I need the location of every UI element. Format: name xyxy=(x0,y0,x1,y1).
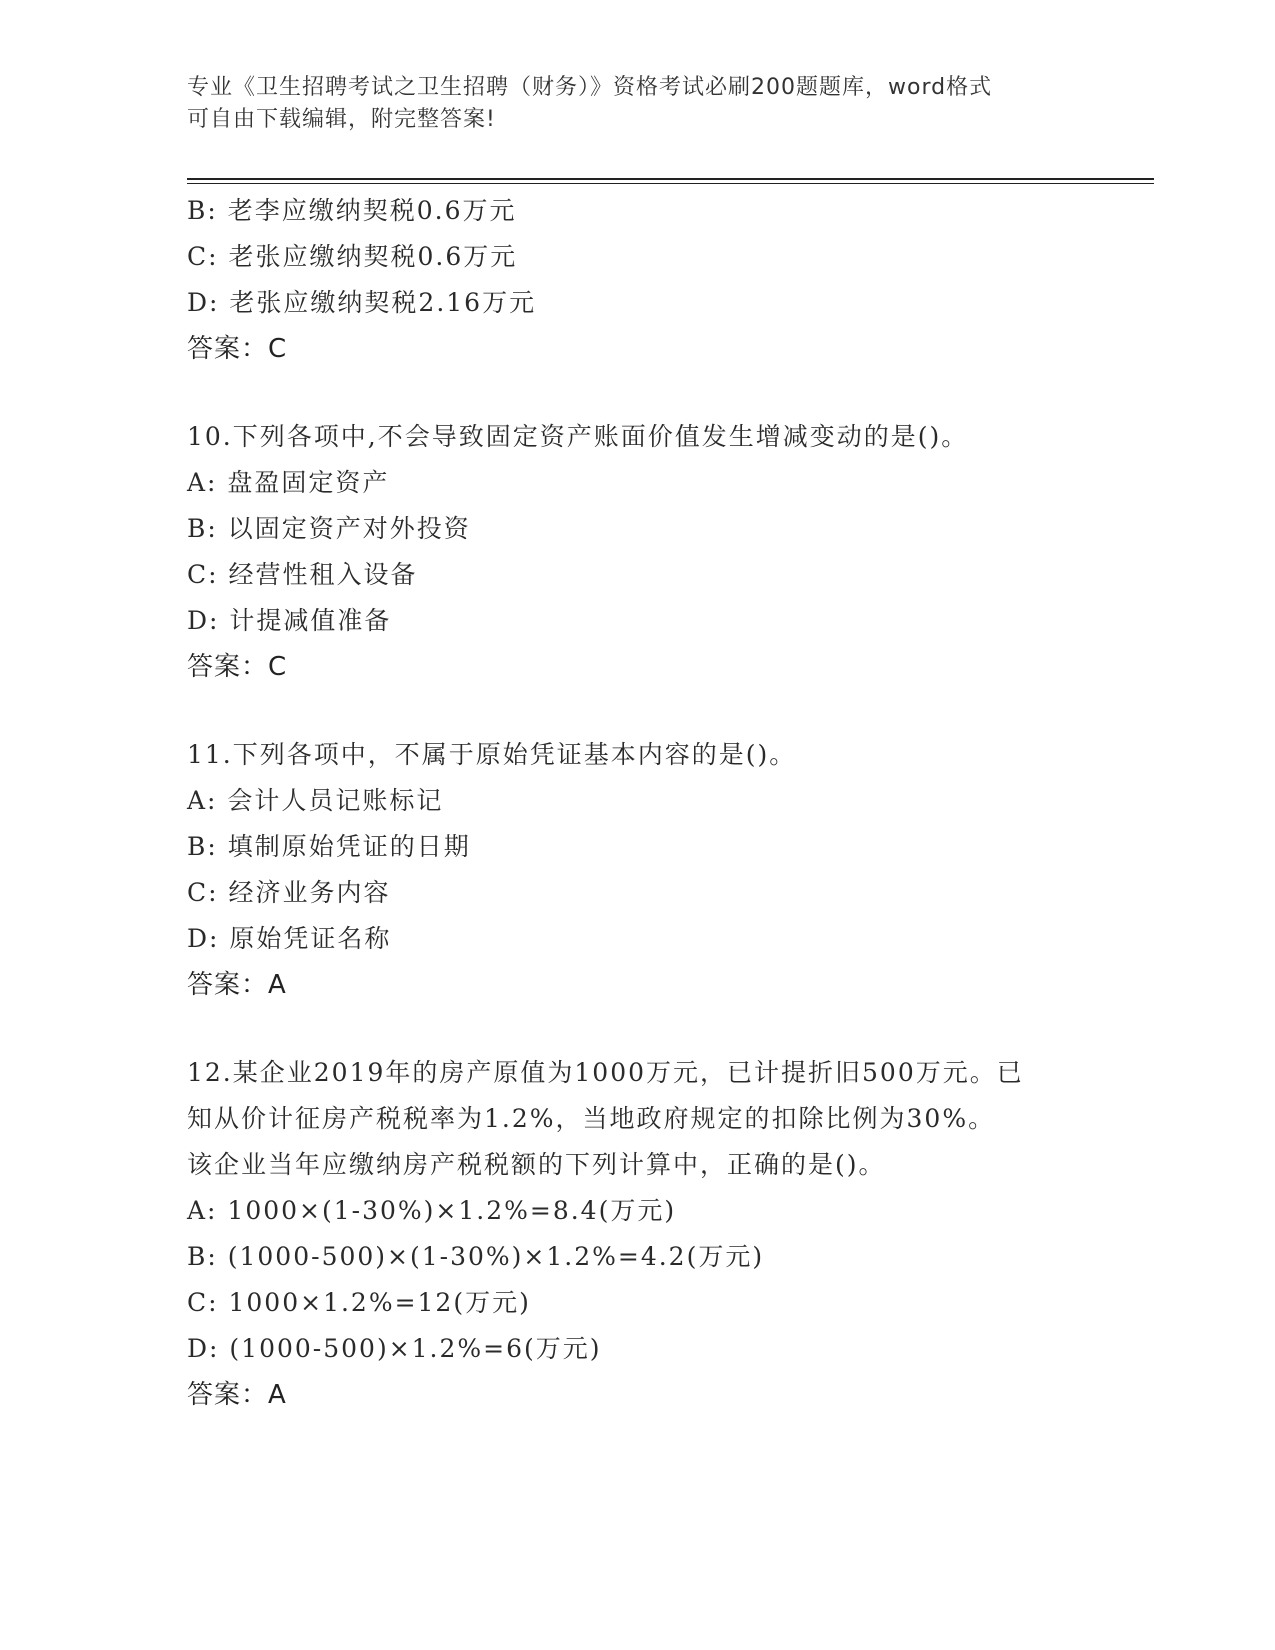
spacer xyxy=(187,690,1087,732)
question-text: 11.下列各项中，不属于原始凭证基本内容的是()。 xyxy=(187,740,797,769)
question-text-line-2: 知从价计征房产税税率为1.2%，当地政府规定的扣除比例为30%。 xyxy=(187,1104,996,1133)
question-text-line-3: 该企业当年应缴纳房产税税额的下列计算中，正确的是()。 xyxy=(187,1150,886,1179)
document-header xyxy=(187,72,1087,136)
option-b: B: 老李应缴纳契税0.6万元 xyxy=(187,196,517,225)
spacer xyxy=(187,1008,1087,1050)
header-line-2: 可自由下载编辑，附完整答案! xyxy=(187,107,496,132)
answer-line: 答案：C xyxy=(187,652,288,682)
option-d: D: 老张应缴纳契税2.16万元 xyxy=(187,288,537,317)
option-d: D: (1000-500)×1.2%=6(万元) xyxy=(187,1334,602,1363)
question-block-12 xyxy=(187,1050,1087,1418)
question-list xyxy=(187,188,1087,1418)
question-text: 10.下列各项中,不会导致固定资产账面价值发生增减变动的是()。 xyxy=(187,422,969,451)
question-text-line-1: 12.某企业2019年的房产原值为1000万元，已计提折旧500万元。已 xyxy=(187,1058,1024,1087)
option-c: C: 经济业务内容 xyxy=(187,878,391,907)
question-block-11 xyxy=(187,732,1087,1008)
question-block-9-tail xyxy=(187,188,1087,372)
option-d: D: 原始凭证名称 xyxy=(187,924,392,953)
header-line-1: 专业《卫生招聘考试之卫生招聘（财务）》资格考试必刷200题题库，word格式 xyxy=(187,75,993,100)
option-d: D: 计提减值准备 xyxy=(187,606,392,635)
header-divider-thin xyxy=(187,183,1154,184)
option-c: C: 1000×1.2%=12(万元) xyxy=(187,1288,531,1317)
option-a: A: 盘盈固定资产 xyxy=(187,468,390,497)
option-c: C: 老张应缴纳契税0.6万元 xyxy=(187,242,518,271)
option-a: A: 1000×(1-30%)×1.2%=8.4(万元) xyxy=(187,1196,677,1225)
answer-line: 答案：C xyxy=(187,334,288,364)
option-a: A: 会计人员记账标记 xyxy=(187,786,444,815)
option-b: B: 填制原始凭证的日期 xyxy=(187,832,471,861)
answer-line: 答案：A xyxy=(187,970,287,1000)
header-divider-thick xyxy=(187,178,1154,180)
option-b: B: (1000-500)×(1-30%)×1.2%=4.2(万元) xyxy=(187,1242,765,1271)
option-c: C: 经营性租入设备 xyxy=(187,560,418,589)
answer-line: 答案：A xyxy=(187,1380,287,1410)
question-block-10 xyxy=(187,414,1087,690)
option-b: B: 以固定资产对外投资 xyxy=(187,514,471,543)
spacer xyxy=(187,372,1087,414)
